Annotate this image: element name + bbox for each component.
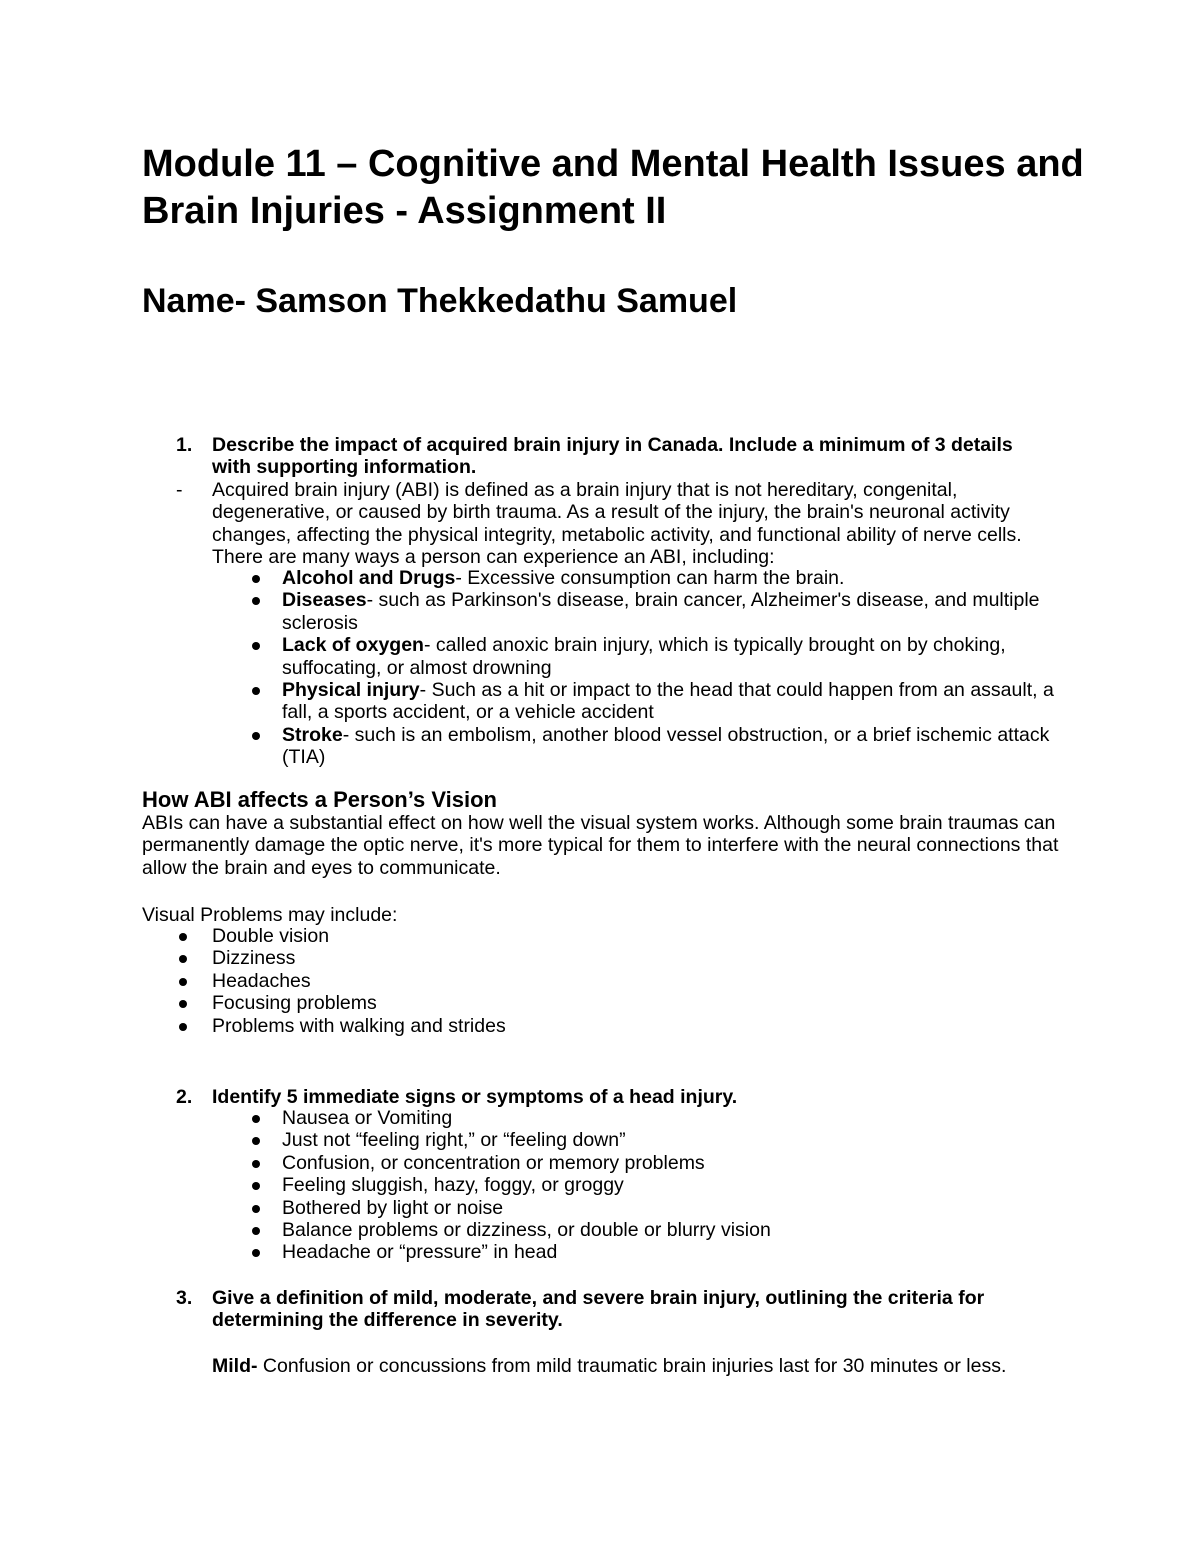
bullet-icon [252, 1205, 260, 1213]
visual-problems-intro: Visual Problems may include: [142, 904, 398, 926]
bullet-icon [179, 1000, 187, 1008]
list-item [248, 1219, 1048, 1241]
answer-text: Acquired brain injury (ABI) is defined as a brain injury that is not hereditary, congenital, degenerative, or caused by birth trauma. As a result of the injury, the brain's neuronal activity changes, affecting the physical integrity, metabolic activity, and functional ability of nerve cells. There are many ways a person can experience an ABI, including: [212, 479, 1022, 569]
list-item [248, 1129, 1048, 1151]
bullet-icon [252, 732, 260, 740]
cause-term: Stroke [282, 723, 343, 746]
list-item [248, 1152, 1048, 1174]
list-item [176, 970, 676, 992]
bullet-icon [179, 1023, 187, 1031]
mild-label: Mild- [212, 1355, 258, 1377]
list-item [248, 724, 1068, 769]
bullet-icon [252, 1137, 260, 1145]
list-item-text: Balance problems or dizziness, or double or blurry vision [282, 1219, 771, 1242]
cause-term: Physical injury [282, 679, 420, 702]
bullet-icon [179, 955, 187, 963]
cause-desc: - Such as a hit or impact to the head that could happen from an assault, a fall, a sports accident, or a vehicle accident [282, 679, 1054, 724]
list-item-text: Headache or “pressure” in head [282, 1241, 558, 1264]
list-item-text: Headaches [212, 969, 311, 992]
cause-desc: - called anoxic brain injury, which is typically brought on by choking, suffocating, or almost drowning [282, 634, 1006, 679]
list-item [248, 1107, 1048, 1129]
bullet-icon [179, 933, 187, 941]
question-number: 3. [176, 1287, 193, 1309]
list-item [248, 589, 1068, 634]
question-number: 2. [176, 1086, 193, 1108]
list-item-text: Problems with walking and strides [212, 1014, 506, 1037]
document-title: Module 11 – Cognitive and Mental Health Issues and Brain Injuries - Assignment II [142, 143, 1084, 232]
head-injury-signs-list [248, 1107, 1048, 1264]
list-item-text: Just not “feeling right,” or “feeling down” [282, 1129, 626, 1152]
mild-definition [212, 1355, 1062, 1377]
list-item-text: Focusing problems [212, 992, 377, 1015]
cause-desc: - Excessive consumption can harm the brain. [455, 567, 845, 589]
abi-causes-list [248, 567, 1068, 769]
bullet-icon [252, 1115, 260, 1123]
list-item [248, 634, 1068, 679]
list-item-text: Confusion, or concentration or memory problems [282, 1151, 705, 1174]
list-item-text: Feeling sluggish, hazy, foggy, or groggy [282, 1174, 624, 1197]
question-text: Describe the impact of acquired brain injury in Canada. Include a minimum of 3 details with supporting information. [212, 434, 1013, 479]
list-item-text: Dizziness [212, 947, 296, 970]
bullet-icon [252, 1227, 260, 1235]
cause-term: Lack of oxygen [282, 634, 424, 657]
list-item [176, 925, 676, 947]
list-item [176, 947, 676, 969]
bullet-icon [252, 1160, 260, 1168]
mild-text: Confusion or concussions from mild traumatic brain injuries last for 30 minutes or less. [257, 1355, 1007, 1377]
question-text: Identify 5 immediate signs or symptoms of a head injury. [212, 1086, 738, 1108]
list-item-text: Double vision [212, 925, 330, 947]
list-item-text: Bothered by light or noise [282, 1196, 504, 1219]
list-item [176, 992, 676, 1014]
author-name: Name- Samson Thekkedathu Samuel [142, 282, 738, 320]
vision-heading: How ABI affects a Person’s Vision [142, 787, 497, 812]
bullet-icon [179, 978, 187, 986]
bullet-icon [252, 1249, 260, 1257]
list-item [248, 679, 1068, 724]
cause-term: Alcohol and Drugs [282, 567, 456, 589]
cause-desc: - such as Parkinson's disease, brain cancer, Alzheimer's disease, and multiple sclerosis [282, 589, 1040, 634]
vision-paragraph: ABIs can have a substantial effect on how well the visual system works. Although some brain traumas can permanently damage the optic nerve, it's more typical for them to interfere with the neural connections that allow the brain and eyes to communicate. [142, 812, 1059, 879]
list-item-text: Nausea or Vomiting [282, 1107, 453, 1129]
cause-term: Diseases [282, 589, 367, 612]
list-item [248, 567, 1068, 589]
bullet-icon [252, 575, 260, 583]
bullet-icon [252, 1182, 260, 1190]
visual-problems-list [176, 925, 676, 1037]
bullet-icon [252, 597, 260, 605]
dash-marker: - [176, 479, 183, 501]
question-number: 1. [176, 434, 193, 456]
list-item [248, 1174, 1048, 1196]
bullet-icon [252, 642, 260, 650]
cause-desc: - such is an embolism, another blood vessel obstruction, or a brief ischemic attack (TIA) [282, 723, 1050, 769]
list-item [248, 1241, 1048, 1263]
question-text: Give a definition of mild, moderate, and severe brain injury, outlining the criteria for determining the difference in severity. [212, 1287, 985, 1332]
list-item [176, 1015, 676, 1037]
bullet-icon [252, 687, 260, 695]
list-item [248, 1197, 1048, 1219]
